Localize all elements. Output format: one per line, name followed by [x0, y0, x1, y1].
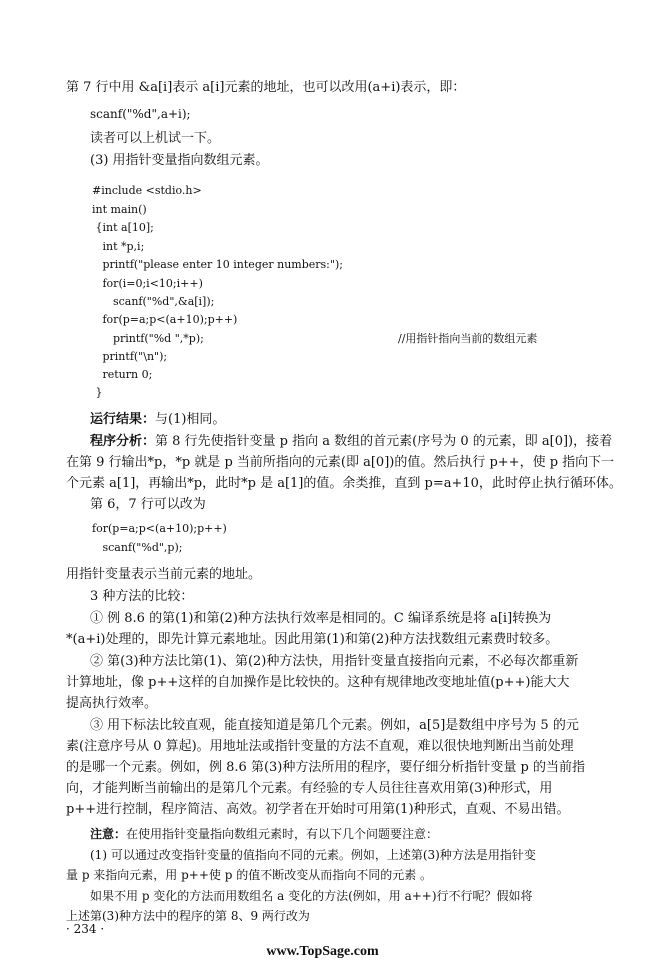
text-line: 计算地址，像 p++这样的自加操作是比较快的。这种有规律地改变地址值(p++)能大大	[66, 675, 570, 690]
code-line: #include <stdio.h>	[92, 184, 202, 197]
text-line: 个元素 a[1]，再输出*p，此时*p 是 a[1]的值。余类推，直到 p=a+10，此时停止执行循环体。	[66, 476, 622, 491]
text-line: 读者可以上机试一下。	[90, 131, 221, 146]
text-line: 第 6，7 行可以改为	[90, 497, 206, 512]
text-line: 用指针变量表示当前元素的地址。	[66, 567, 262, 582]
text-line: ① 例 8.6 的第(1)和第(2)种方法执行效率是相同的。C 编译系统是将 a[i]转换为	[90, 611, 552, 626]
note-line: 量 p 来指向元素，用 p++使 p 的值不断改变从而指向不同的元素 。	[66, 868, 433, 882]
text-line: 的是哪一个元素。例如，例 8.6 第(3)种方法所用的程序，要仔细分析指针变量 p 的当前指	[66, 760, 585, 775]
note-line	[90, 826, 438, 842]
analysis-label: 程序分析：	[90, 434, 156, 449]
code-comment: //用指针指向当前的数组元素	[398, 332, 538, 345]
text-line: *(a+i)处理的，即先计算元素地址。因此用第(1)和第(2)种方法找数组元素费时较多。	[66, 632, 559, 647]
result-line	[90, 412, 225, 428]
footer-url: www.TopSage.com	[266, 944, 379, 959]
code-line: for(p=a;p<(a+10);p++)	[92, 313, 238, 326]
code-line: int main()	[92, 203, 147, 216]
code-line: scanf("%d",&a[i]);	[92, 295, 215, 308]
code-line: scanf("%d",p);	[92, 541, 183, 554]
text-line: 向，才能判断当前输出的是第几个元素。有经验的专人员往往喜欢用第(3)种形式，用	[66, 781, 553, 796]
text-line: 在第 9 行输出*p，*p 就是 p 当前所指向的元素(即 a[0])的值。然后执行 p++，使 p 指向下一	[66, 455, 615, 470]
note-line: 上述第(3)种方法中的程序的第 8、9 两行改为	[66, 909, 310, 923]
text-line: p++进行控制，程序简洁、高效。初学者在开始时可用第(1)种形式，直观、不易出错。	[66, 802, 570, 817]
code-line: for(p=a;p<(a+10);p++)	[92, 522, 227, 535]
text-line: 第 7 行中用 &a[i]表示 a[i]元素的地址，也可以改用(a+i)表示，即：	[66, 80, 466, 95]
page-number: · 234 ·	[66, 922, 105, 936]
note-label: 注意：	[90, 827, 127, 841]
code-line: int *p,i;	[92, 240, 145, 253]
analysis-text: 第 8 行先使指针变量 p 指向 a 数组的首元素(序号为 0 的元素，即 a[0])，接着	[155, 434, 613, 449]
text-line: ③ 用下标法比较直观，能直接知道是第几个元素。例如，a[5]是数组中序号为 5 的元	[90, 718, 579, 733]
code-line: printf("%d ",*p);	[92, 332, 204, 345]
text-line: 3 种方法的比较：	[90, 589, 194, 604]
code-line: {int a[10];	[92, 221, 154, 234]
note-text: 在使用指针变量指向数组元素时，有以下几个问题要注意：	[126, 827, 439, 841]
code-line: return 0;	[92, 368, 153, 381]
code-line: for(i=0;i<10;i++)	[92, 277, 203, 290]
note-line: (1) 可以通过改变指针变量的值指向不同的元素。例如，上述第(3)种方法是用指针变	[90, 848, 536, 862]
section-heading: (3) 用指针变量指向数组元素。	[90, 153, 269, 168]
code-line: printf("\n");	[92, 350, 168, 363]
code-line: printf("please enter 10 integer numbers:");	[92, 258, 343, 271]
result-label: 运行结果：	[90, 412, 156, 427]
text-line: 提高执行效率。	[66, 696, 158, 711]
analysis-line	[90, 434, 612, 450]
result-text: 与(1)相同。	[155, 412, 226, 427]
code-line: scanf("%d",a+i);	[90, 107, 191, 121]
text-line: 素(注意序号从 0 算起)。用地址法或指针变量的方法不直观，难以很快地判断出当前处理	[66, 739, 574, 754]
code-line: }	[92, 386, 103, 399]
text-line: ② 第(3)种方法比第(1)、第(2)种方法快，用指针变量直接指向元素，不必每次都重新	[90, 654, 579, 669]
note-line: 如果不用 p 变化的方法而用数组名 a 变化的方法(例如，用 a++)行不行呢？假如将	[90, 889, 533, 903]
